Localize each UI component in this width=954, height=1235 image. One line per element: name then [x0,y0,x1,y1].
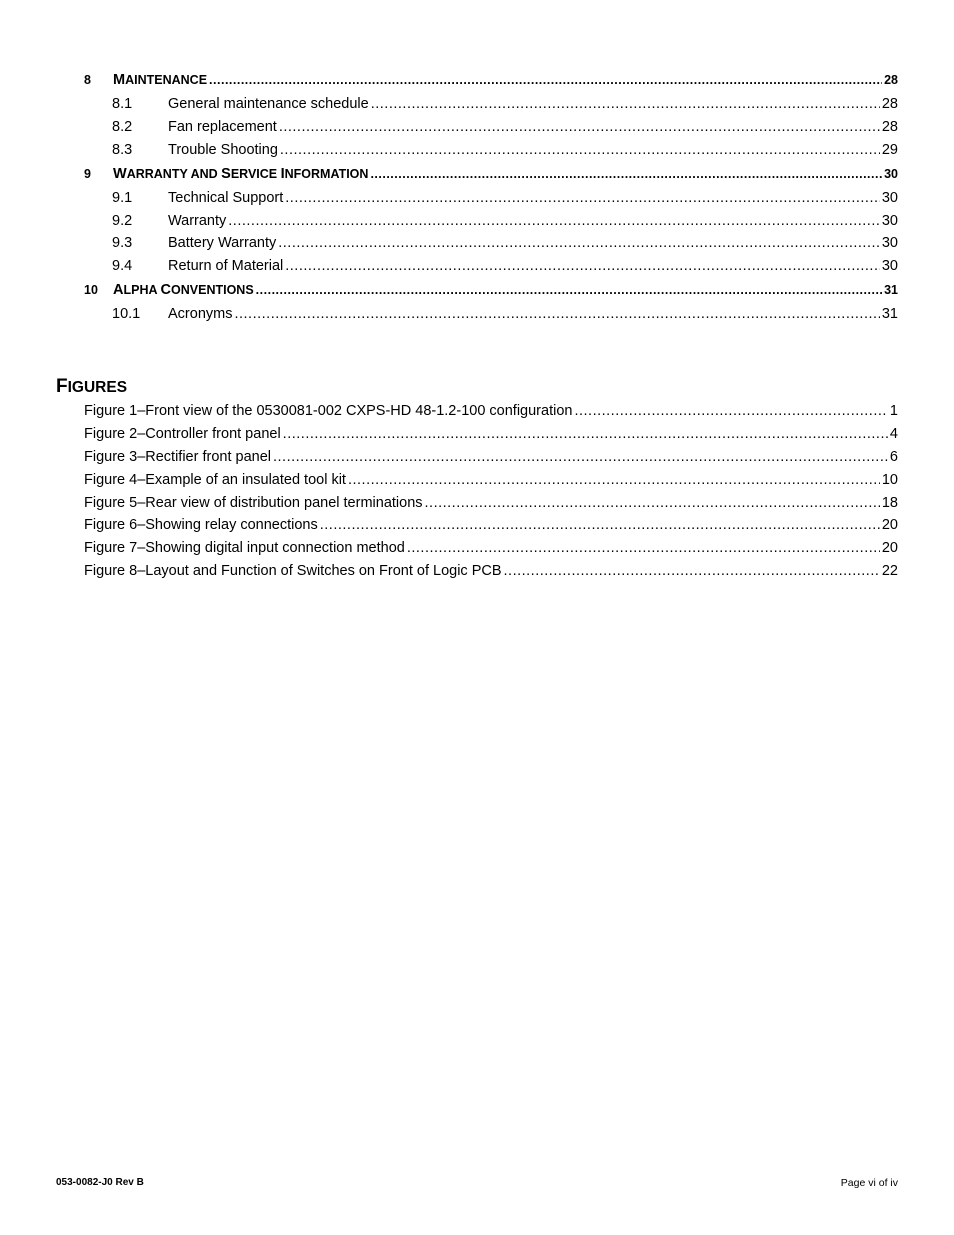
dot-leader [285,258,880,274]
item-number: 9.4 [112,258,133,275]
figure-title: Figure 4–Example of an insulated tool kit [84,471,346,488]
toc-item-9-2[interactable] [84,213,898,236]
toc-item-8-2[interactable] [84,119,898,142]
dot-leader [280,142,880,158]
section-number: 8 [84,73,91,87]
footer-page-label: Page vi of iv [840,1177,898,1189]
page-number: 28 [884,73,898,87]
dot-leader [278,235,880,251]
dot-leader [425,495,880,511]
page-number: 31 [881,306,898,323]
figure-entry-5[interactable] [84,495,898,518]
page-number: 28 [881,118,898,135]
figure-entry-4[interactable] [84,472,898,495]
page-number: 28 [881,96,898,112]
section-title: ALPHA CONVENTIONS [113,282,254,299]
dot-leader [371,96,880,112]
section-title: MAINTENANCE [113,72,208,88]
item-number: 9.3 [112,235,133,252]
page-number: 30 [881,235,898,252]
page-number: 20 [881,517,898,534]
toc-item-8-1[interactable] [84,96,898,119]
item-title: Fan replacement [168,118,277,135]
item-title: Return of Material [168,258,284,275]
figures-heading: FIGURES [56,376,128,397]
table-of-contents [84,71,898,329]
dot-leader [285,190,880,206]
page-number: 10 [881,471,898,488]
dot-leader [283,426,888,442]
figure-title: Figure 5–Rear view of distribution panel terminations [84,494,423,511]
page-number: 30 [881,258,898,275]
figure-title: Figure 7–Showing digital input connection method [84,540,405,557]
figure-entry-3[interactable] [84,449,898,472]
page-number: 29 [881,141,898,158]
toc-item-8-3[interactable] [84,142,898,165]
section-number: 10 [84,283,98,298]
item-title: Trouble Shooting [168,141,278,158]
toc-item-10-1[interactable] [84,306,898,329]
page-number: 6 [889,448,898,465]
page-number: 4 [889,425,898,442]
page-number: 20 [881,540,898,557]
toc-item-9-3[interactable] [84,235,898,258]
dot-leader [504,563,880,579]
toc-item-9-1[interactable] [84,190,898,213]
item-number: 8.2 [112,118,133,135]
toc-item-9-4[interactable] [84,258,898,281]
figure-title: Figure 3–Rectifier front panel [84,448,271,465]
section-title: WARRANTY AND SERVICE INFORMATION [113,165,369,182]
page-number: 18 [881,494,898,511]
dot-leader [370,167,882,181]
item-title: Acronyms [168,306,233,323]
figure-entry-1[interactable] [84,403,898,426]
toc-section-10[interactable] [84,282,898,306]
page-number: 30 [881,189,898,206]
figure-title: Figure 6–Showing relay connections [84,517,318,534]
figure-entry-8[interactable] [84,563,898,586]
dot-leader [234,306,879,322]
figure-title: Figure 8–Layout and Function of Switches on Front of Logic PCB [84,563,502,580]
figure-entry-2[interactable] [84,426,898,449]
page-number: 30 [881,212,898,229]
item-title: General maintenance schedule [168,96,369,112]
figure-title: Figure 1–Front view of the 0530081-002 CXPS-HD 48-1.2-100 configuration [84,403,573,419]
item-number: 9.1 [112,189,133,206]
item-number: 8.3 [112,141,133,158]
footer-doc-id: 053-0082-J0 Rev B [56,1177,144,1188]
dot-leader [407,540,880,556]
dot-leader [279,119,880,135]
page-number: 30 [884,166,898,181]
dot-leader [320,517,880,533]
dot-leader [348,472,880,488]
item-number: 10.1 [112,306,141,323]
list-of-figures [84,403,898,586]
figure-title: Figure 2–Controller front panel [84,425,281,442]
dot-leader [228,213,880,229]
page-number: 1 [889,403,898,419]
dot-leader [256,283,882,297]
dot-leader [209,73,882,87]
dot-leader [273,449,888,465]
toc-section-8[interactable] [84,72,898,96]
page-number: 31 [884,283,898,298]
toc-section-9[interactable] [84,166,898,190]
page-number: 22 [881,563,898,580]
item-number: 8.1 [112,96,133,112]
figure-entry-6[interactable] [84,517,898,540]
section-number: 9 [84,166,91,181]
item-title: Battery Warranty [168,235,277,252]
item-number: 9.2 [112,212,133,229]
item-title: Warranty [168,212,227,229]
figure-entry-7[interactable] [84,540,898,563]
dot-leader [574,403,887,419]
item-title: Technical Support [168,189,284,206]
